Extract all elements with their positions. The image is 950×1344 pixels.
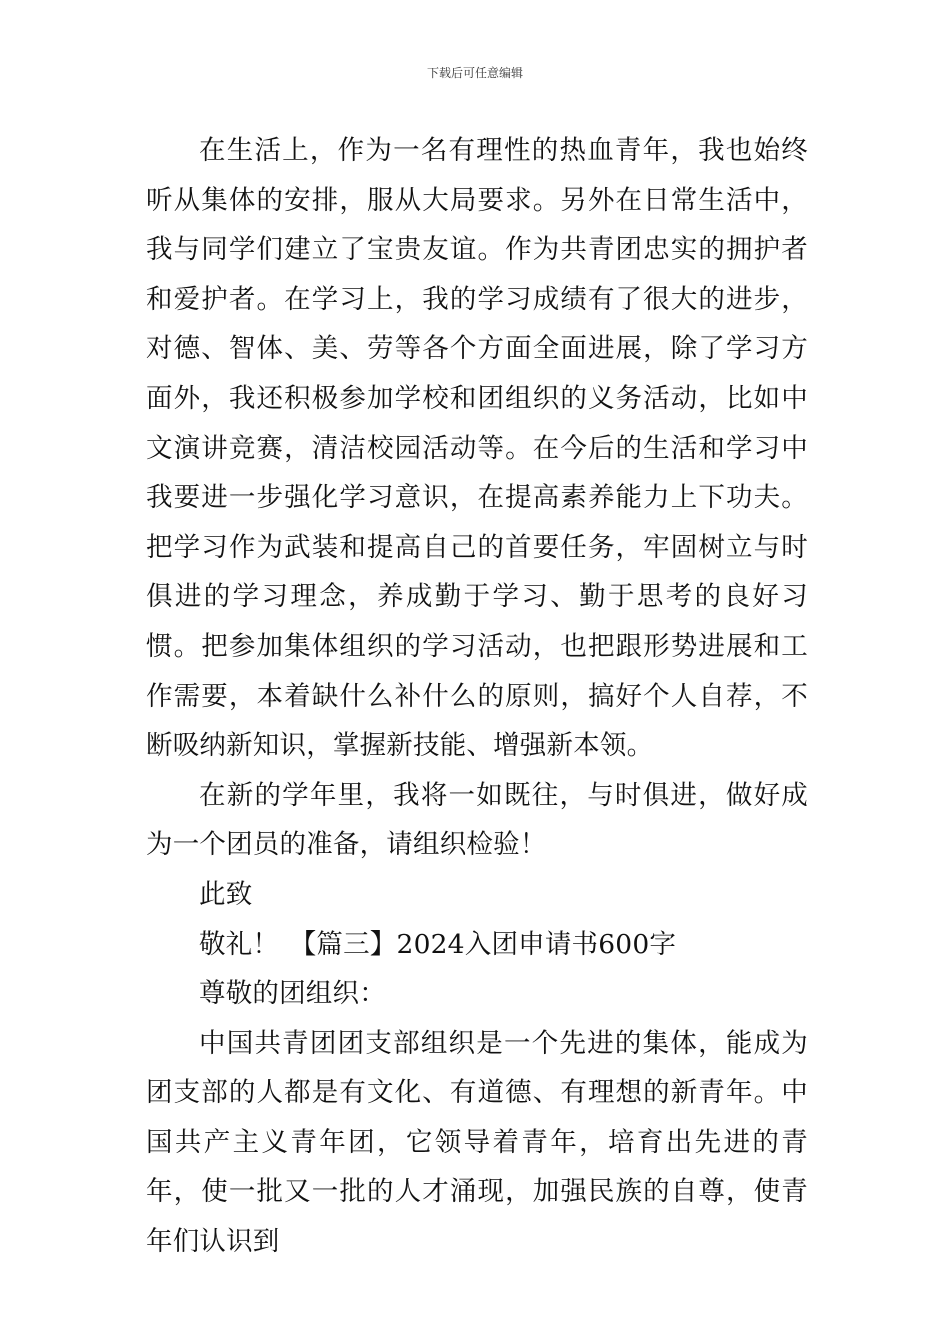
- greeting-line: 尊敬的团组织：: [199, 978, 386, 1010]
- salute-text: 敬礼！: [199, 928, 280, 960]
- page-header: 下载后可任意编辑: [426, 66, 523, 80]
- document-body: [146, 126, 808, 1267]
- section-title: 【篇三】2024入团申请书600字: [289, 928, 677, 960]
- paragraph-league-intro: 中国共青团团支部组织是一个先进的集体，能成为团支部的人都是有文化、有道德、有理想的新青年。中国共产主义青年团，它领导着青年，培育出先进的青年，使一批又一批的人才涌现，加强民族的自尊，使青年们认识到: [146, 1027, 808, 1258]
- closing-line: 此致: [199, 878, 253, 910]
- paragraph-new-year: 在新的学年里，我将一如既往，与时俱进，做好成为一个团员的准备，请组织检验！: [146, 779, 808, 861]
- paragraph-life-study: 在生活上，作为一名有理性的热血青年，我也始终听从集体的安排，服从大局要求。另外在日常生活中，我与同学们建立了宝贵友谊。作为共青团忠实的拥护者和爱护者。在学习上，我的学习成绩有了很大的进步，对德、智体、美、劳等各个方面全面进展，除了学习方面外，我还积极参加学校和团组织的义务活动，比如中文演讲竞赛，清洁校园活动等。在今后的生活和学习中我要进一步强化学习意识，在提高素养能力上下功夫。把学习作为武装和提高自己的首要任务，牢固树立与时俱进的学习理念，养成勤于学习、勤于思考的良好习惯。把参加集体组织的学习活动，也把跟形势进展和工作需要，本着缺什么补什么的原则，搞好个人自荐，不断吸纳新知识，掌握新技能、增强新本领。: [146, 135, 808, 762]
- salute-line: [146, 920, 808, 970]
